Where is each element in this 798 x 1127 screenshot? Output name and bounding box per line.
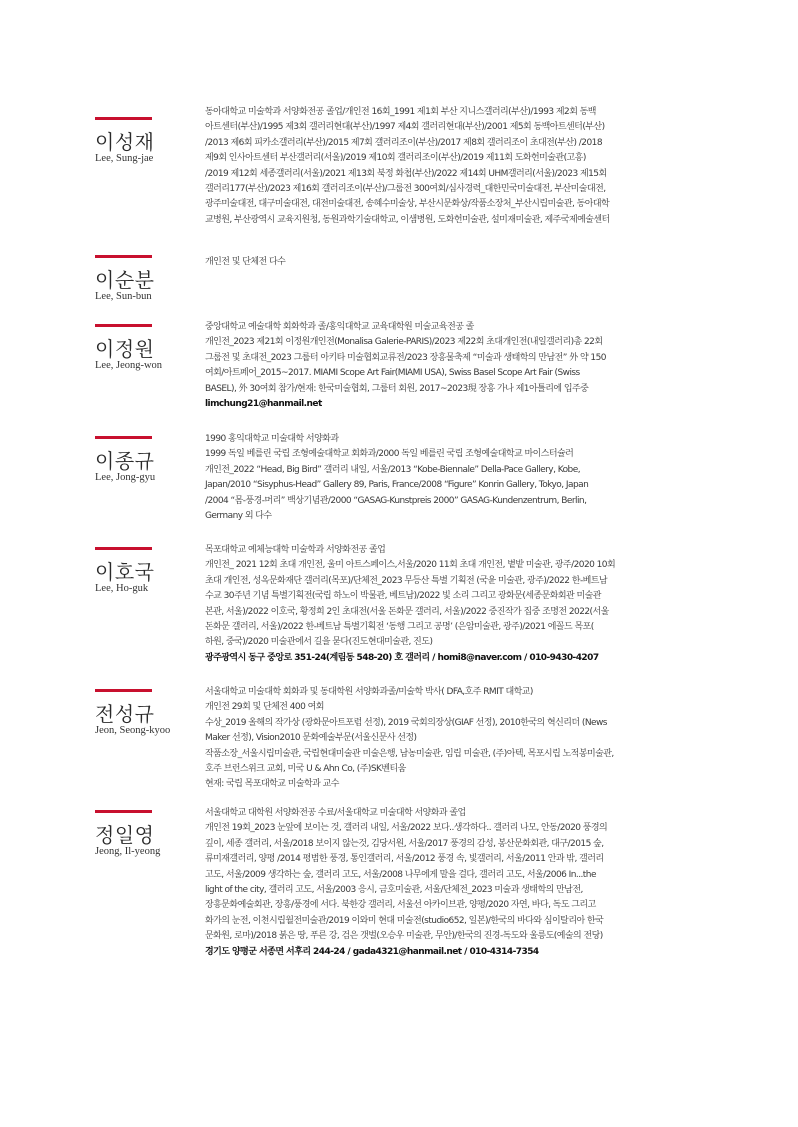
bio-line: 수교 30주년 기념 특별기획전(국립 하노이 박물관, 베트남)/2022 빛 소리 그리고 광화문(세종문화회관 미술관 xyxy=(205,591,601,602)
bio-line: 류미재갤러리, 양평 /2014 평범한 풍경, 통인갤러리, 서울/2012 풍경 속, 빛갤러리, 서울/2011 안과 밖, 갤러리 xyxy=(205,854,604,865)
artist-name-romanized: Lee, Sun-bun xyxy=(95,291,152,302)
artist-name-korean: 이호국 xyxy=(95,560,155,584)
artist-name-korean: 이종규 xyxy=(95,449,155,473)
artist-bio xyxy=(205,255,705,270)
accent-rule xyxy=(95,255,152,258)
bio-line: 중앙대학교 예술대학 회화학과 졸/홍익대학교 교육대학원 미술교육전공 졸 xyxy=(205,322,474,332)
accent-rule xyxy=(95,436,152,439)
contact-email[interactable]: limchung21@hanmail.net xyxy=(205,399,322,410)
bio-line: 서울대학교 미술대학 회화과 및 동대학원 서양화과졸/미술학 박사( DFA,호주 RMIT 대학교) xyxy=(205,687,533,697)
artist-name-korean: 전성규 xyxy=(95,702,155,726)
bio-line: 동아대학교 미술학과 서양화전공 졸업/개인전 16회_1991 제1회 부산 지니스갤러리(부산)/1993 제2회 동백 xyxy=(205,107,596,117)
bio-line: /2004 “몸-풍경-머리” 백상기념관/2000 “GASAG-Kunstpreis 2000” GASAG-Kundenzentrum, Berlin, xyxy=(205,495,587,506)
bio-line: 수상_2019 올해의 작가상 (광화문아트포럼 선정), 2019 국회의장상(GIAF 선정), 2010한국의 혁신리더 (News xyxy=(205,717,607,728)
accent-rule xyxy=(95,547,152,550)
accent-rule xyxy=(95,810,152,813)
artist-name-romanized: Lee, Ho-guk xyxy=(95,583,149,594)
bio-line: 현재: 국립 목포대학교 미술학과 교수 xyxy=(205,779,339,790)
bio-line: 하원, 중국)/2020 미술관에서 길을 묻다(진도현대미술관, 진도) xyxy=(205,637,433,648)
bio-line: 개인전_2022 “Head, Big Bird” 갤러리 내일, 서울/2013 “Kobe-Biennale” Della-Pace Gallery, Kobe, xyxy=(205,464,581,475)
bio-line: 여회/아트페어_2015~2017. MIAMI Scope Art Fair(MIAMI USA), Swiss Basel Scope Art Fair (Swiss xyxy=(205,368,580,379)
bio-line: Maker 선정), Vision2010 문화예술부문(서울신문사 선정) xyxy=(205,733,417,744)
bio-line: 개인전 19회_2023 눈앞에 보이는 것, 갤러리 내일, 서울/2022 보다..생각하다.. 갤러리 나모, 안동/2020 풍경의 xyxy=(205,823,608,834)
artist-name-romanized: Lee, Sung-jae xyxy=(95,153,154,164)
bio-line: 아트센터(부산)/1995 제3회 갤러리현대(부산)/1997 제4회 갤러리현대(부산)/2001 제5회 동백아트센터(부산) xyxy=(205,122,605,133)
artist-name-korean: 이정원 xyxy=(95,337,155,361)
bio-line: 초대 개인전, 성옥문화재단 갤러리(목포)/단체전_2023 무등산 특별 기획전 (국윤 미술관, 광주)/2022 한-베트남 xyxy=(205,575,608,586)
bio-line: light of the city, 갤러리 고도, 서울/2003 응시, 금호미술관, 서울/단체전_2023 미술과 생태학의 만남전, xyxy=(205,885,583,896)
artist-bio xyxy=(205,685,705,793)
bio-line: 깊이, 세종 갤러리, 서울/2018 보이지 않는것, 김당서원, 서울/2017 풍경의 감성, 봉산문화회관, 대구/2015 숲, xyxy=(205,838,604,849)
artist-bio xyxy=(205,543,705,666)
bio-line: 돈화문 갤러리, 서울)/2022 한-베트남 특별기획전 ‘동행 그리고 공명’ (은암미술관, 광주)/2021 에꼴드 목포( xyxy=(205,622,594,633)
bio-line: 개인전_ 2021 12회 초대 개인전, 울미 아트스페이스,서울/2020 11회 초대 개인전, 볕밭 미술관, 광주/2020 10회 xyxy=(205,560,616,571)
bio-line: 호주 브런스위크 교회, 미국 U & Ahn Co, (주)SK벤티움 xyxy=(205,764,406,775)
accent-rule xyxy=(95,117,152,120)
bio-line: 개인전 및 단체전 다수 xyxy=(205,257,286,267)
artist-name-romanized: Lee, Jong-gyu xyxy=(95,472,156,483)
bio-line: 광주미술대전, 대구미술대전, 대전미술대전, 송혜수미술상, 부산시문화상/작품소장처_부산시립미술관, 동아대학 xyxy=(205,199,610,210)
bio-line: 1990 홍익대학교 미술대학 서양화과 xyxy=(205,434,339,444)
accent-rule xyxy=(95,689,152,692)
artist-bio xyxy=(205,320,705,412)
bio-line: Japan/2010 “Sisyphus-Head” Gallery 89, Paris, France/2008 “Figure” Konrin Gallery, Tokyo, Japan xyxy=(205,480,589,491)
bio-line: /2019 제12회 세종갤러리(서울)/2021 제13회 북정 화첩(부산)/2022 제14회 UHM갤러리(서울)/2023 제15회 xyxy=(205,168,607,179)
bio-line: 목포대학교 예체능대학 미술학과 서양화전공 졸업 xyxy=(205,545,386,555)
bio-line: 고도, 서울/2009 생각하는 숲, 갤러리 고도, 서울/2008 나무에게 말을 걸다, 갤러리 고도, 서울/2006 In...the xyxy=(205,869,596,880)
artist-bio xyxy=(205,806,705,960)
bio-line: 본관, 서울)/2022 이호국, 황정희 2인 초대전(서울 돈화문 갤러리, 서울)/2022 중진작가 집중 조명전 2022(서울 xyxy=(205,606,609,617)
artist-name-romanized: Jeon, Seong-kyoo xyxy=(95,725,171,736)
bio-line: 갤러리177(부산)/2023 제16회 갤러리조이(부산)/그룹전 300여회/심사경력_대한민국미술대전, 부산미술대전, xyxy=(205,184,606,195)
bio-line: 서울대학교 대학원 서양화전공 수료/서울대학교 미술대학 서양화과 졸업 xyxy=(205,808,466,818)
bio-line: 문화원, 로마)/2018 붉은 땅, 푸른 강, 검은 갯벌(오승우 미술관, 무안)/한국의 진경-독도와 울릉도(예술의 전당) xyxy=(205,931,603,942)
artist-name-romanized: Lee, Jeong-won xyxy=(95,360,163,371)
bio-line: 개인전_2023 제21회 이정원개인전(Monalisa Galerie-PARIS)/2023 제22회 초대개인전(내일갤러리)총 22회 xyxy=(205,337,603,348)
bio-line: 1999 독일 베를린 국립 조형예술대학교 회화과/2000 독일 베를린 국립 조형예술대학교 마이스터슐러 xyxy=(205,449,574,460)
bio-line: 개인전 29회 및 단체전 400 여회 xyxy=(205,702,324,713)
bio-line: 제9회 인사아트센터 부산갤러리(서울)/2019 제10회 갤러리조이(부산)/2019 제11회 도화헌미술관(고흥) xyxy=(205,153,586,164)
bio-line: 화가의 눈전, 이천시립월전미술관/2019 이와미 현대 미술전(studio652, 일본)/한국의 바다와 심이탈리아 한국 xyxy=(205,915,604,926)
bio-line: 그룹전 및 초대전_2023 그룹터 아키타 미술협회교류전/2023 장흥물축제 “미술과 생태학의 만남전” 外 약 150 xyxy=(205,352,606,363)
accent-rule xyxy=(95,324,152,327)
artist-name-korean: 이성재 xyxy=(95,130,155,154)
bio-line: /2013 제6회 피카소갤러리(부산)/2015 제7회 갤러리조이(부산)/2017 제8회 갤러리조이 초대전(부산) /2018 xyxy=(205,137,602,148)
artist-name-korean: 이순분 xyxy=(95,268,155,292)
artist-bio xyxy=(205,432,705,524)
bio-line: Germany 외 다수 xyxy=(205,511,272,522)
contact-info[interactable]: 경기도 양평군 서종면 서후리 244-24 / gada4321@hanmail.net / 010-4314-7354 xyxy=(205,946,539,957)
contact-info[interactable]: 광주광역시 동구 중앙로 351-24(계림동 548-20) 호 갤러리 / homi8@naver.com / 010-9430-4207 xyxy=(205,652,599,663)
bio-line: 교병원, 부산광역시 교육지원청, 동원과학기술대학교, 이샘병원, 도화헌미술관, 설미재미술관, 제주국제예술센터 xyxy=(205,214,610,225)
bio-line: 장흥문화예술회관, 장흥/풍경에 서다. 북한강 갤러리, 서울선 아카이브관, 양평/2020 자연, 바다, 독도 그리고 xyxy=(205,900,596,911)
artist-name-romanized: Jeong, Il-yeong xyxy=(95,846,161,857)
bio-line: BASEL), 外 30여회 참가/현재: 한국미술협회, 그룹터 회원, 2017~2023現 장흥 가나 제1아틀리에 입주중 xyxy=(205,383,589,394)
artist-bio xyxy=(205,105,705,228)
artist-name-korean: 정일영 xyxy=(95,823,155,847)
bio-line: 작품소장_서울시립미술관, 국립현대미술관 미술은행, 남농미술관, 임립 미술관, (주)아텍, 목포시립 노적봉미술관, xyxy=(205,748,614,759)
